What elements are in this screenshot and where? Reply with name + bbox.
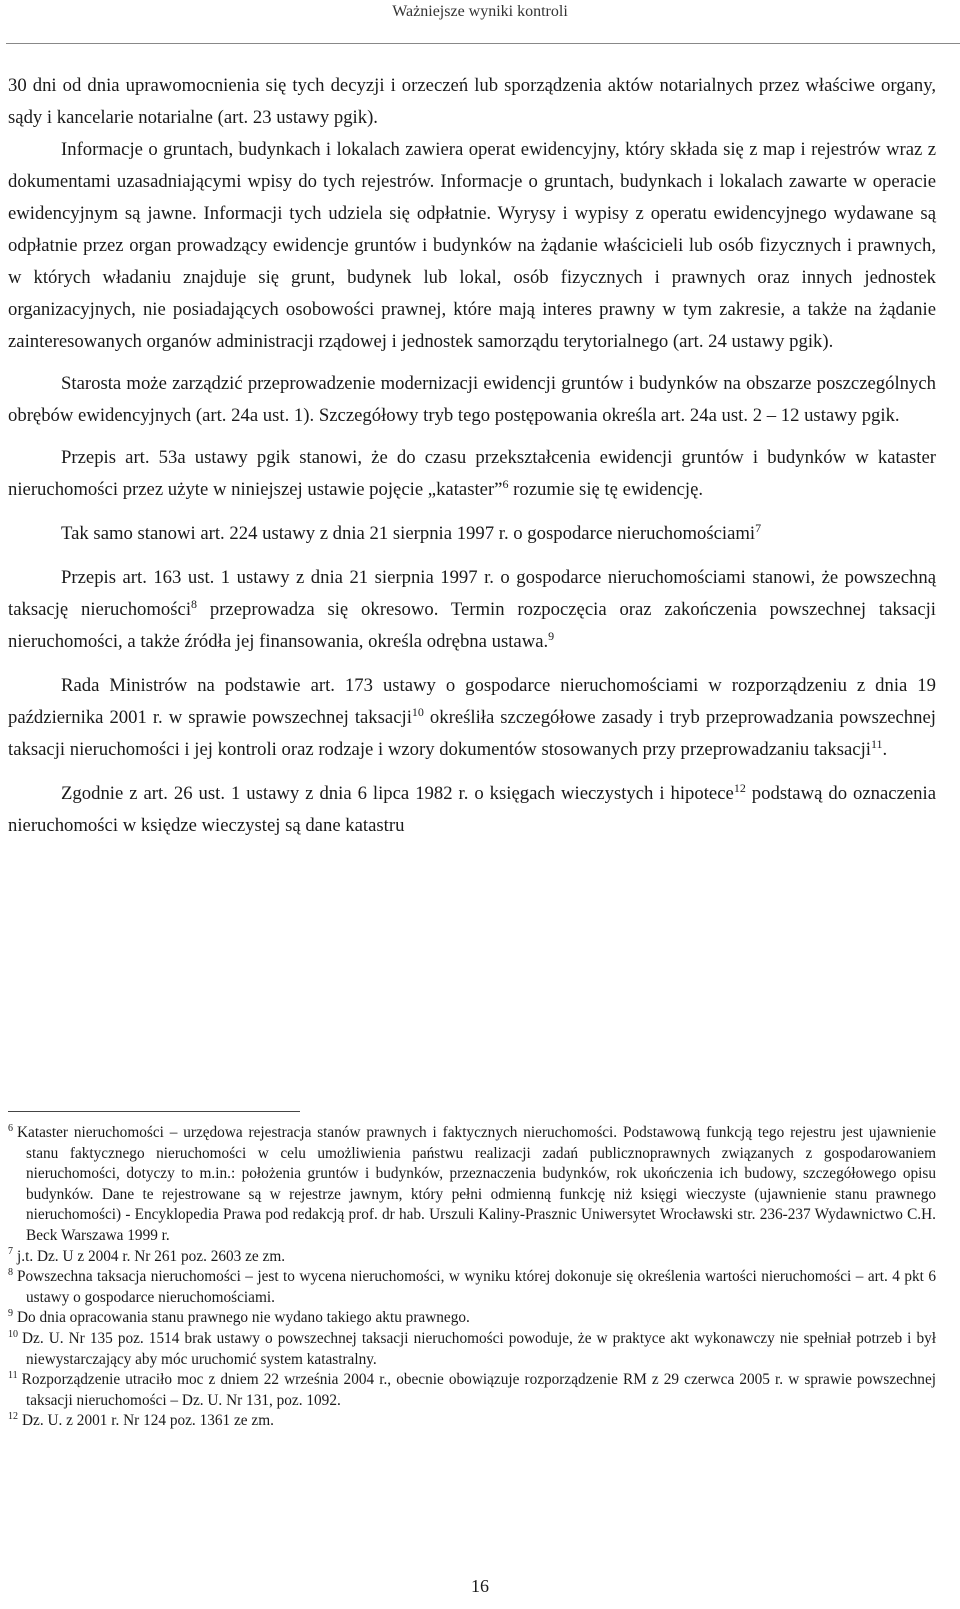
footnote-ref: 12	[733, 780, 746, 795]
paragraph-text: rozumie się tę ewidencję.	[508, 479, 704, 500]
footnote-text: j.t. Dz. U z 2004 r. Nr 261 poz. 2603 ze zm.	[17, 1247, 286, 1265]
footnote-12	[8, 1411, 936, 1432]
footnote-text: Kataster nieruchomości – urzędowa rejestracja stanów prawnych i faktycznych nieruchomości. Podstawową funkcją tego rejestru jest ujawnienie stanu faktycznego nieruchomości w celu umożliwienia państwu realizacji zadań publicznoprawnych związanych z gospodarowaniem nieruchomości, dotyczy to m.in.: położenia gruntów i budynków, przeznaczenia budynków, rok ukończenia ich budowy, szczegółowego opisu budynków. Dane te rejestrowane są w rejestrze jawnym, który pełni odmienną funkcję niż księgi wieczyste (ujawnienie stanu prawnego nieruchomości) - Encyklopedia Prawa pod redakcją prof. dr hab. Urszuli Kaliny-Prasznic Uniwersytet Wrocławski str. 236-237 Wydawnictwo C.H. Beck Warszawa 1999 r.	[17, 1124, 936, 1244]
paragraph-text: Przepis art. 163 ust. 1 ustawy z dnia 21 sierpnia 1997 r. o gospodarce nieruchomościami stanowi, że powszechną taksację nieruchomości	[8, 567, 936, 620]
paragraph	[8, 670, 936, 766]
footnote-number: 6	[8, 1122, 13, 1134]
paragraph-text: określiła szczegółowe zasady i tryb przeprowadzania powszechnej taksacji nieruchomości i jej kontroli oraz rodzaje i wzory dokumentów stosowanych przy przeprowadzaniu taksacji	[8, 707, 936, 760]
footnote-text: Dz. U. Nr 135 poz. 1514 brak ustawy o powszechnej taksacji nieruchomości powoduje, że w praktyce akt wykonawczy nie spełniał potrzeb i był niewystarczający aby móc uruchomić system katastralny.	[22, 1329, 936, 1368]
footnote-number: 10	[8, 1328, 18, 1340]
paragraph-text: Przepis art. 53a ustawy pgik stanowi, że do czasu przekształcenia ewidencji gruntów i budynków w kataster nieruchomości przez użyte w niniejszej ustawie pojęcie „kataster”	[8, 447, 936, 500]
running-header-title: Ważniejsze wyniki kontroli	[392, 3, 568, 20]
footnote-7	[8, 1247, 936, 1268]
footnote-ref: 8	[191, 596, 198, 611]
header-divider	[6, 43, 960, 44]
footnote-ref: 7	[755, 520, 762, 535]
paragraph-text: Tak samo stanowi art. 224 ustawy z dnia 21 sierpnia 1997 r. o gospodarce nieruchomościami	[61, 523, 756, 544]
footnote-ref: 11	[870, 736, 883, 751]
footnote-ref: 6	[502, 476, 509, 491]
footnote-11	[8, 1370, 936, 1411]
footnote-text: Do dnia opracowania stanu prawnego nie wydano takiego aktu prawnego.	[17, 1309, 470, 1327]
paragraph-text: podstawą do oznaczenia nieruchomości w księdze wieczystej są dane katastru	[8, 783, 936, 836]
footnote-ref: 10	[411, 704, 424, 719]
page-number: 16	[471, 1576, 489, 1596]
paragraph-text: Zgodnie z art. 26 ust. 1 ustawy z dnia 6 lipca 1982 r. o księgach wieczystych i hipotece	[61, 783, 734, 804]
paragraph	[8, 778, 936, 842]
footnote-ref: 9	[548, 628, 555, 643]
footnote-text: Powszechna taksacja nieruchomości – jest to wycena nieruchomości, w wyniku której dokonuje się określenia wartości nieruchomości – art. 4 pkt 6 ustawy o gospodarce nieruchomościami.	[17, 1268, 936, 1306]
footnote-number: 7	[8, 1246, 13, 1258]
footnotes	[8, 1123, 936, 1432]
footnote-number: 9	[8, 1308, 13, 1320]
paragraph: Informacje o gruntach, budynkach i lokalach zawiera operat ewidencyjny, który składa się z map i rejestrów wraz z dokumentami uzasadniającymi wpisy do tych rejestrów. Informacje o gruntach, budynkach i lokalach zawarte w operacie ewidencyjnym są jawne. Informacji tych udziela się odpłatnie. Wyrysy i wypisy z operatu ewidencyjnego wydawane są odpłatnie przez organ prowadzący ewidencje gruntów i budynków na żądanie właścicieli lub osób fizycznych i prawnych, w których władaniu znajduje się grunt, budynek lub lokal, osób fizycznych i prawnych oraz innych jednostek organizacyjnych, nie posiadających osobowości prawnej, które mają interes prawny w tym zakresie, a także na żądanie zainteresowanych organów administracji rządowej i jednostek samorządu terytorialnego (art. 24 ustawy pgik).	[8, 139, 936, 352]
main-text	[8, 70, 936, 842]
paragraph: Starosta może zarządzić przeprowadzenie modernizacji ewidencji gruntów i budynków na obszarze poszczególnych obrębów ewidencyjnych (art. 24a ust. 1). Szczegółowy tryb tego postępowania określa art. 24a ust. 2 – 12 ustawy pgik.	[8, 373, 936, 426]
paragraph	[8, 518, 936, 550]
paragraph-text: Rada Ministrów na podstawie art. 173 ustawy o gospodarce nieruchomościami w rozporządzeniu z dnia 19 października 2001 r. w sprawie powszechnej taksacji	[8, 675, 936, 728]
footnote-6	[8, 1123, 936, 1247]
footnote-number: 8	[8, 1267, 13, 1279]
footnote-divider	[8, 1111, 300, 1112]
footnote-9	[8, 1308, 936, 1329]
footnote-number: 12	[8, 1411, 18, 1423]
paragraph	[8, 442, 936, 506]
paragraph	[8, 562, 936, 658]
paragraph-text: .	[882, 739, 888, 760]
footnote-text: Rozporządzenie utraciło moc z dniem 22 września 2004 r., obecnie obowiązuje rozporządzenie RM z 29 czerwca 2005 r. w sprawie powszechnej taksacji nieruchomości – Dz. U. Nr 131, poz. 1092.	[21, 1371, 936, 1409]
footnote-number: 11	[8, 1370, 18, 1382]
footnote-text: Dz. U. z 2001 r. Nr 124 poz. 1361 ze zm.	[22, 1412, 274, 1430]
paragraph: 30 dni od dnia uprawomocnienia się tych decyzji i orzeczeń lub sporządzenia aktów notarialnych przez właściwe organy, sądy i kancelarie notarialne (art. 23 ustawy pgik).	[8, 75, 936, 128]
paragraph-text: przeprowadza się okresowo. Termin rozpoczęcia oraz zakończenia powszechnej taksacji nieruchomości, a także źródła jej finansowania, określa odrębna ustawa.	[8, 599, 937, 652]
running-header	[0, 0, 960, 40]
footnote-10	[8, 1329, 936, 1370]
footnote-8	[8, 1267, 936, 1308]
